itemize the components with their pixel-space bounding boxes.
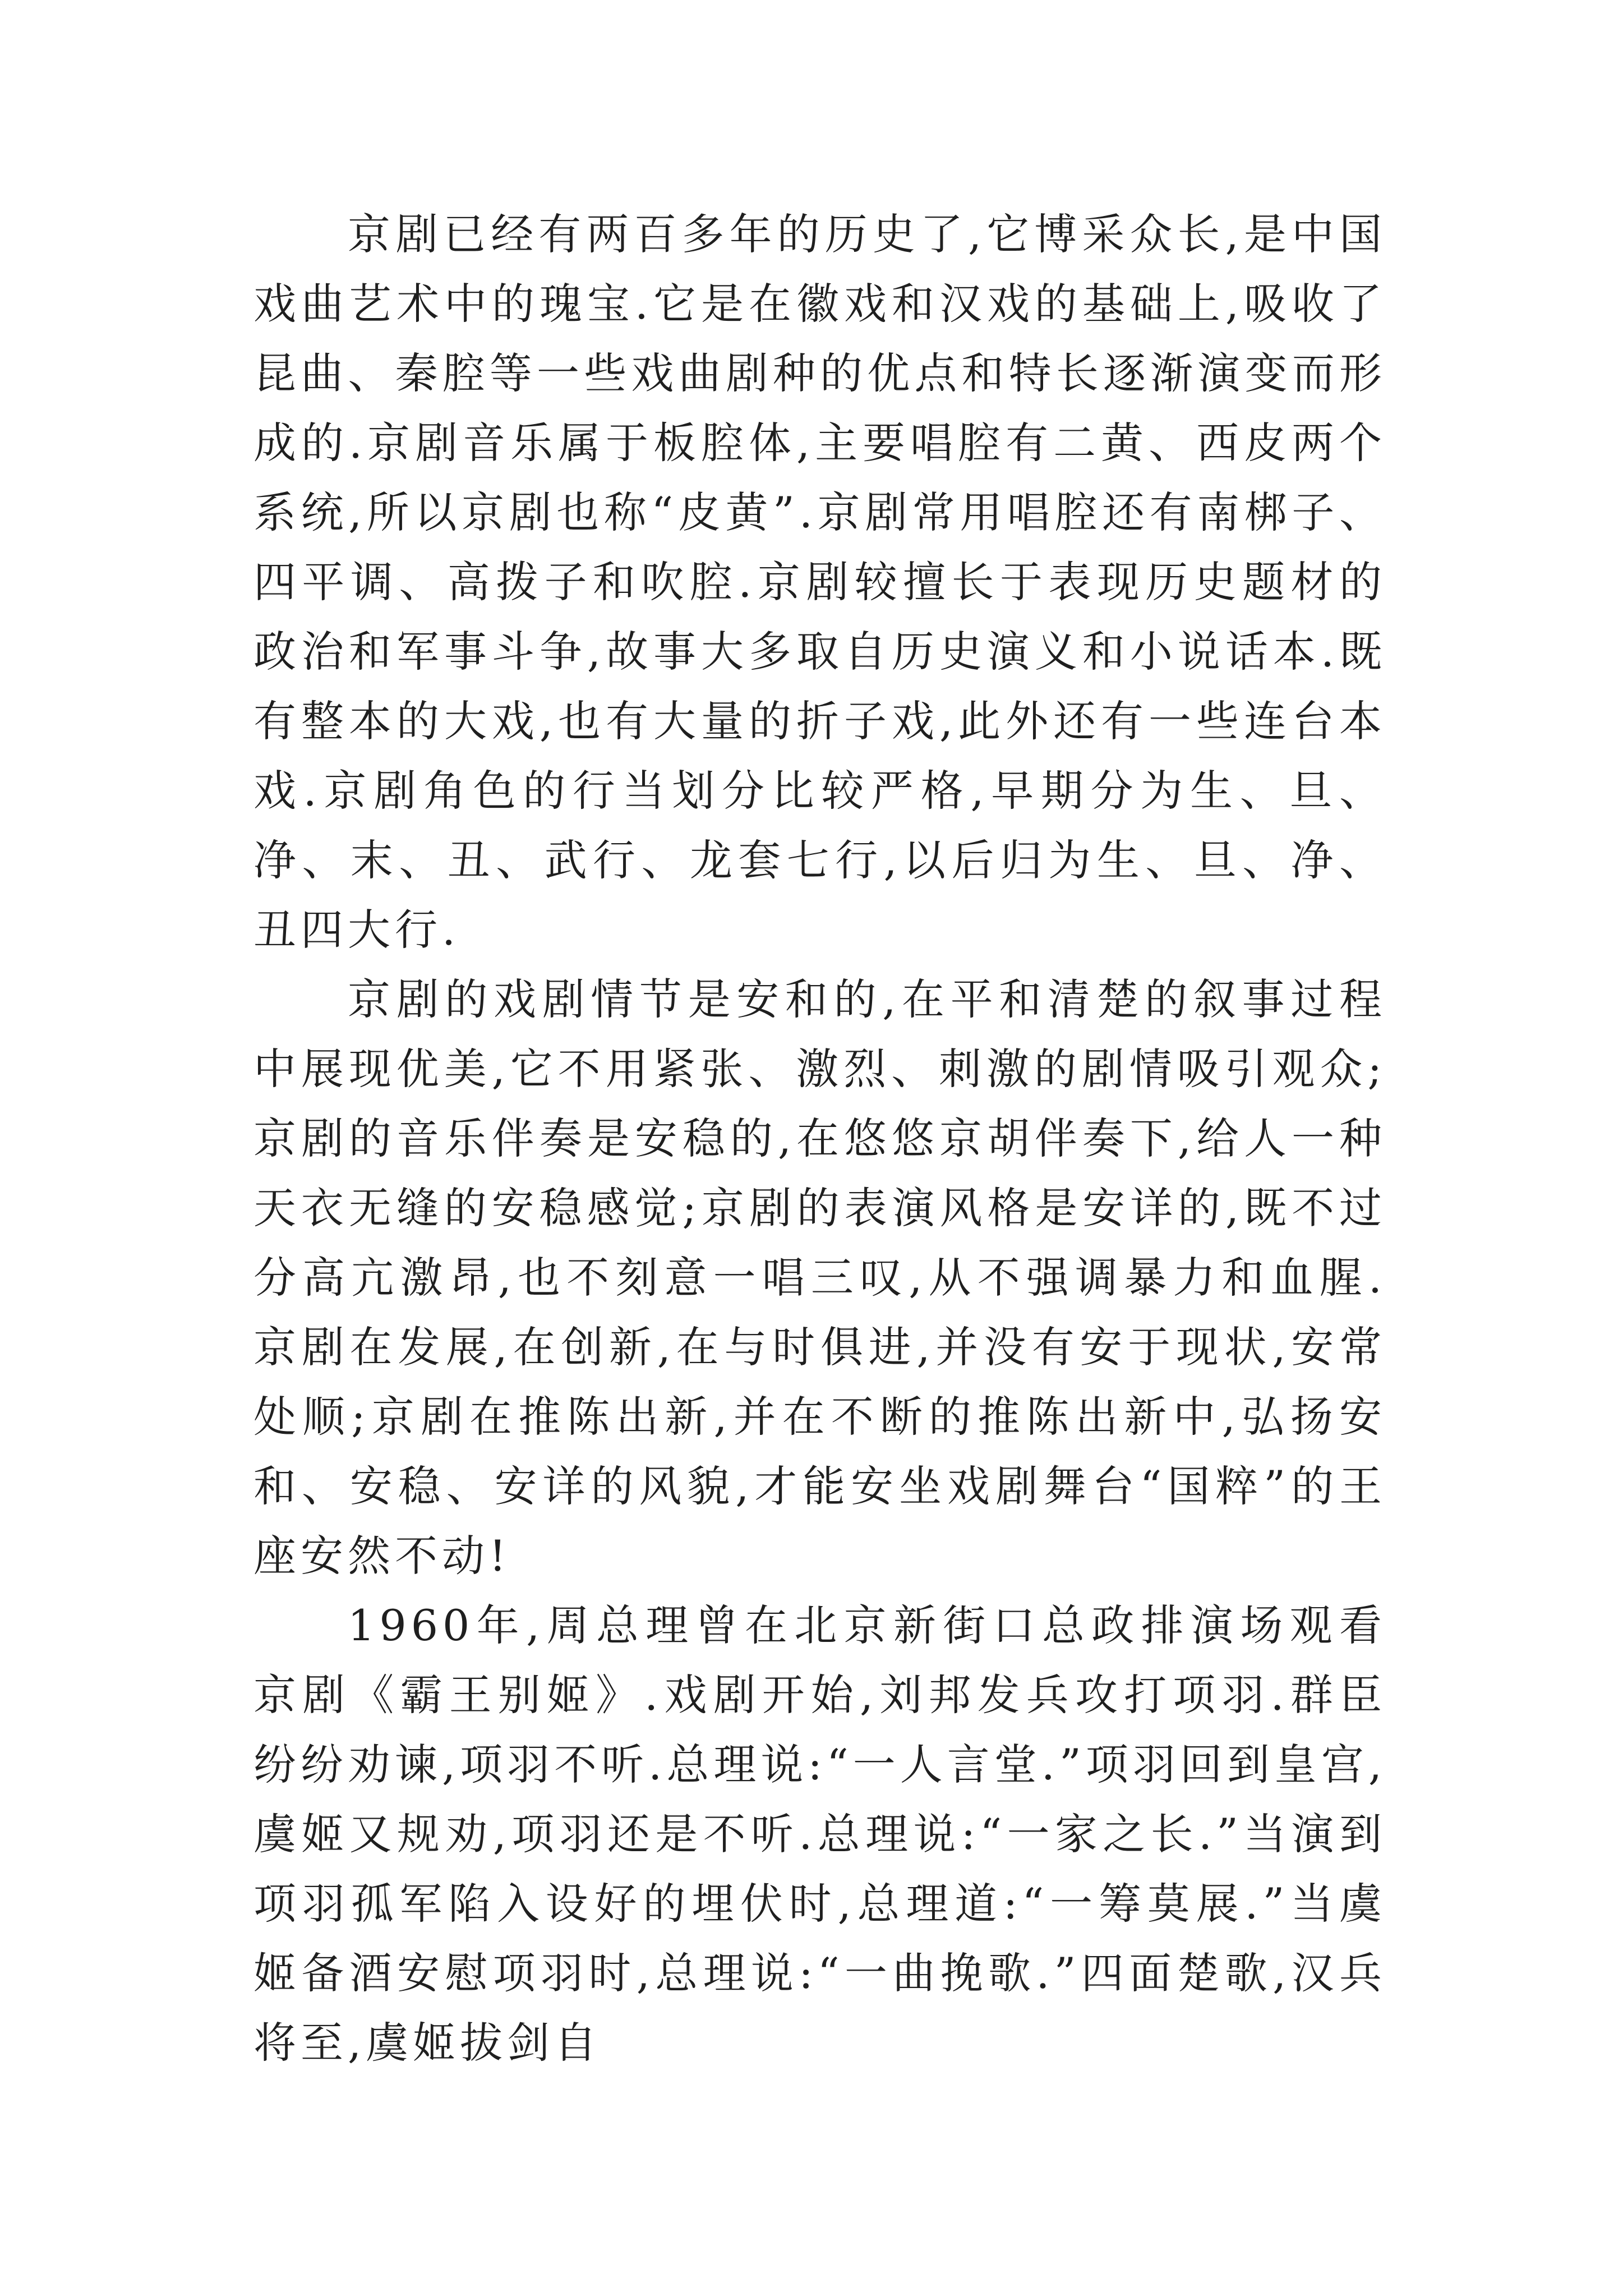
paragraph-peking-opera-style: 京剧的戏剧情节是安和的,在平和清楚的叙事过程中展现优美,它不用紧张、激烈、刺激的剧情吸引观众;京剧的音乐伴奏是安稳的,在悠悠京胡伴奏下,给人一种天衣无缝的安稳感觉;京剧的表演风格是安详的,既不过分高亢激昂,也不刻意一唱三叹,从不强调暴力和血腥.京剧在发展,在创新,在与时俱进,并没有安于现状,安常处顺;京剧在推陈出新,并在不断的推陈出新中,弘扬安和、安稳、安详的风貌,才能安坐戏剧舞台“国粹”的王座安然不动! (253, 974, 1386, 1581)
paragraph-premier-zhou-anecdote: 1960年,周总理曾在北京新街口总政排演场观看京剧《霸王别姬》.戏剧开始,刘邦发兵攻打项羽.群臣纷纷劝谏,项羽不听.总理说:“一人言堂.”项羽回到皇宫,虞姬又规劝,项羽还是不听.总理说:“一家之长.”当演到项羽孤军陷入设好的埋伏时,总理道:“一筹莫展.”当虞姬备酒安慰项羽时,总理说:“一曲挽歌.”四面楚歌,汉兵将至,虞姬拔剑自 (253, 1600, 1386, 2068)
paragraph-peking-opera-history: 京剧已经有两百多年的历史了,它博采众长,是中国戏曲艺术中的瑰宝.它是在徽戏和汉戏的基础上,吸收了昆曲、秦腔等一些戏曲剧种的优点和特长逐渐演变而形成的.京剧音乐属于板腔体,主要唱腔有二黄、西皮两个系统,所以京剧也称“皮黄”.京剧常用唱腔还有南梆子、四平调、高拨子和吹腔.京剧较擅长于表现历史题材的政治和军事斗争,故事大多取自历史演义和小说话本.既有整本的大戏,也有大量的折子戏,此外还有一些连台本戏.京剧角色的行当划分比较严格,早期分为生、旦、净、末、丑、武行、龙套七行,以后归为生、旦、净、丑四大行. (253, 209, 1386, 955)
body-text (253, 200, 1386, 2078)
